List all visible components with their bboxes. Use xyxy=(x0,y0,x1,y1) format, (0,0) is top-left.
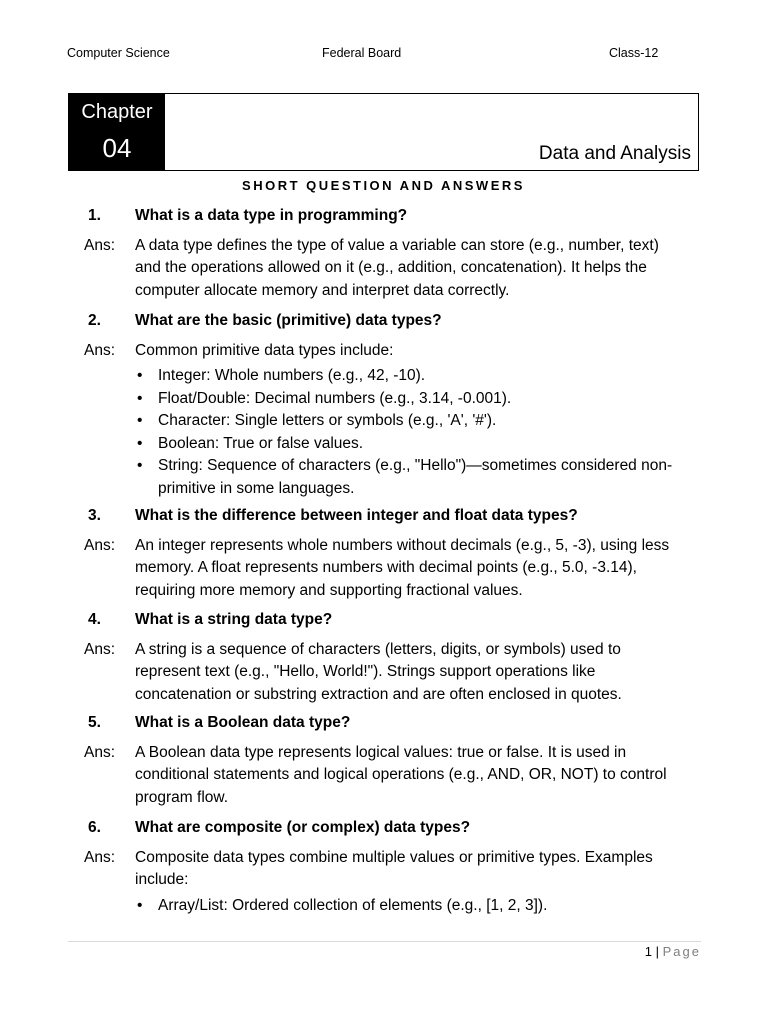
list-item xyxy=(135,895,694,918)
answer-line: program flow. xyxy=(135,788,229,806)
header-class: Class-12 xyxy=(609,46,659,60)
answer-label: Ans: xyxy=(84,640,116,658)
answer-label: Ans: xyxy=(84,848,116,866)
answer-line: and the operations allowed on it (e.g., addition, concatenation). It helps the xyxy=(135,259,647,276)
footer-separator: | xyxy=(655,944,659,959)
list-item-text: String: Sequence of characters (e.g., "Hello")—sometimes considered non- xyxy=(158,457,673,474)
question-number: 3. xyxy=(88,507,101,524)
question-row xyxy=(84,205,694,228)
page-word: Page xyxy=(662,944,701,959)
question-number: 4. xyxy=(88,611,101,628)
chapter-label-block xyxy=(69,94,165,170)
qa-block-6 xyxy=(84,817,694,917)
answer-text xyxy=(135,340,694,363)
bullet-mark: • xyxy=(137,434,143,452)
question-text: What are the basic (primitive) data types? xyxy=(135,312,442,329)
answer-line: Composite data types combine multiple values or primitive types. Examples xyxy=(135,848,653,866)
bullet-list xyxy=(135,895,694,918)
question-number: 6. xyxy=(88,819,101,836)
qa-block-5 xyxy=(84,712,694,809)
answer-row xyxy=(84,639,694,707)
page-footer xyxy=(645,944,701,959)
answer-row xyxy=(84,742,694,810)
answer-line: A data type defines the type of value a variable can store (e.g., number, text) xyxy=(135,236,659,254)
answer-line: concatenation or substring extraction and are often enclosed in quotes. xyxy=(135,685,622,703)
list-item-text: Boolean: True or false values. xyxy=(158,434,364,452)
answer-text xyxy=(135,639,694,707)
qa-block-1 xyxy=(84,205,694,302)
list-item xyxy=(135,455,694,500)
question-row xyxy=(84,505,694,528)
question-text: What is a string data type? xyxy=(135,611,333,628)
question-row xyxy=(84,609,694,632)
answer-line: Common primitive data types include: xyxy=(135,341,394,359)
header-board: Federal Board xyxy=(322,46,402,60)
qa-block-4 xyxy=(84,609,694,706)
answer-label: Ans: xyxy=(84,743,116,761)
answer-line: conditional statements and logical operations (e.g., AND, OR, NOT) to control xyxy=(135,766,667,783)
list-item-text: Float/Double: Decimal numbers (e.g., 3.14, -0.001). xyxy=(158,389,512,407)
bullet-mark: • xyxy=(137,367,143,384)
list-item xyxy=(135,388,694,411)
answer-label: Ans: xyxy=(84,536,116,554)
question-text: What is the difference between integer and float data types? xyxy=(135,507,578,524)
answer-text xyxy=(135,742,694,810)
chapter-banner xyxy=(68,93,699,171)
answer-label: Ans: xyxy=(84,236,116,254)
answer-text xyxy=(135,235,694,303)
question-text: What is a Boolean data type? xyxy=(135,714,351,731)
list-item-text: Integer: Whole numbers (e.g., 42, -10). xyxy=(158,367,426,384)
list-item-text: primitive in some languages. xyxy=(158,479,355,497)
answer-line: A Boolean data type represents logical values: true or false. It is used in xyxy=(135,743,627,761)
answer-line: An integer represents whole numbers without decimals (e.g., 5, -3), using less xyxy=(135,536,670,554)
bullet-mark: • xyxy=(137,412,143,429)
answer-line: memory. A float represents numbers with decimal points (e.g., 5.0, -3.14), xyxy=(135,559,637,576)
question-text: What is a data type in programming? xyxy=(135,207,408,224)
list-item xyxy=(135,433,694,456)
question-row xyxy=(84,817,694,840)
list-item-text: Character: Single letters or symbols (e.g., 'A', '#'). xyxy=(158,412,497,429)
footer-divider xyxy=(68,941,701,942)
question-text: What are composite (or complex) data types? xyxy=(135,819,471,836)
question-row xyxy=(84,310,694,333)
bullet-mark: • xyxy=(137,896,143,914)
list-item xyxy=(135,410,694,433)
answer-line: computer allocate memory and interpret data correctly. xyxy=(135,281,510,299)
question-number: 2. xyxy=(88,312,101,329)
bullet-mark: • xyxy=(137,457,143,474)
list-item xyxy=(135,365,694,388)
section-title: SHORT QUESTION AND ANSWERS xyxy=(242,178,525,193)
answer-line: include: xyxy=(135,871,189,888)
question-number: 5. xyxy=(88,714,101,731)
chapter-title: Data and Analysis xyxy=(538,143,691,164)
bullet-list xyxy=(135,365,694,500)
question-number: 1. xyxy=(88,207,101,224)
page-number: 1 xyxy=(644,944,652,959)
answer-label: Ans: xyxy=(84,341,116,359)
answer-line: A string is a sequence of characters (letters, digits, or symbols) used to xyxy=(135,640,621,658)
header-subject: Computer Science xyxy=(67,46,170,60)
chapter-number: 04 xyxy=(102,133,132,163)
bullet-mark: • xyxy=(137,389,143,407)
list-item-text: Array/List: Ordered collection of elements (e.g., [1, 2, 3]). xyxy=(158,896,548,914)
qa-block-2 xyxy=(84,310,694,500)
answer-line: requiring more memory and supporting fractional values. xyxy=(135,581,523,599)
answer-line: represent text (e.g., "Hello, World!"). Strings support operations like xyxy=(135,663,596,680)
answer-row xyxy=(84,340,694,363)
qa-block-3 xyxy=(84,505,694,602)
answer-text xyxy=(135,535,694,603)
answer-text xyxy=(135,847,694,892)
answer-row xyxy=(84,235,694,303)
answer-row xyxy=(84,535,694,603)
chapter-word: Chapter xyxy=(81,101,153,123)
answer-row xyxy=(84,847,694,892)
question-row xyxy=(84,712,694,735)
